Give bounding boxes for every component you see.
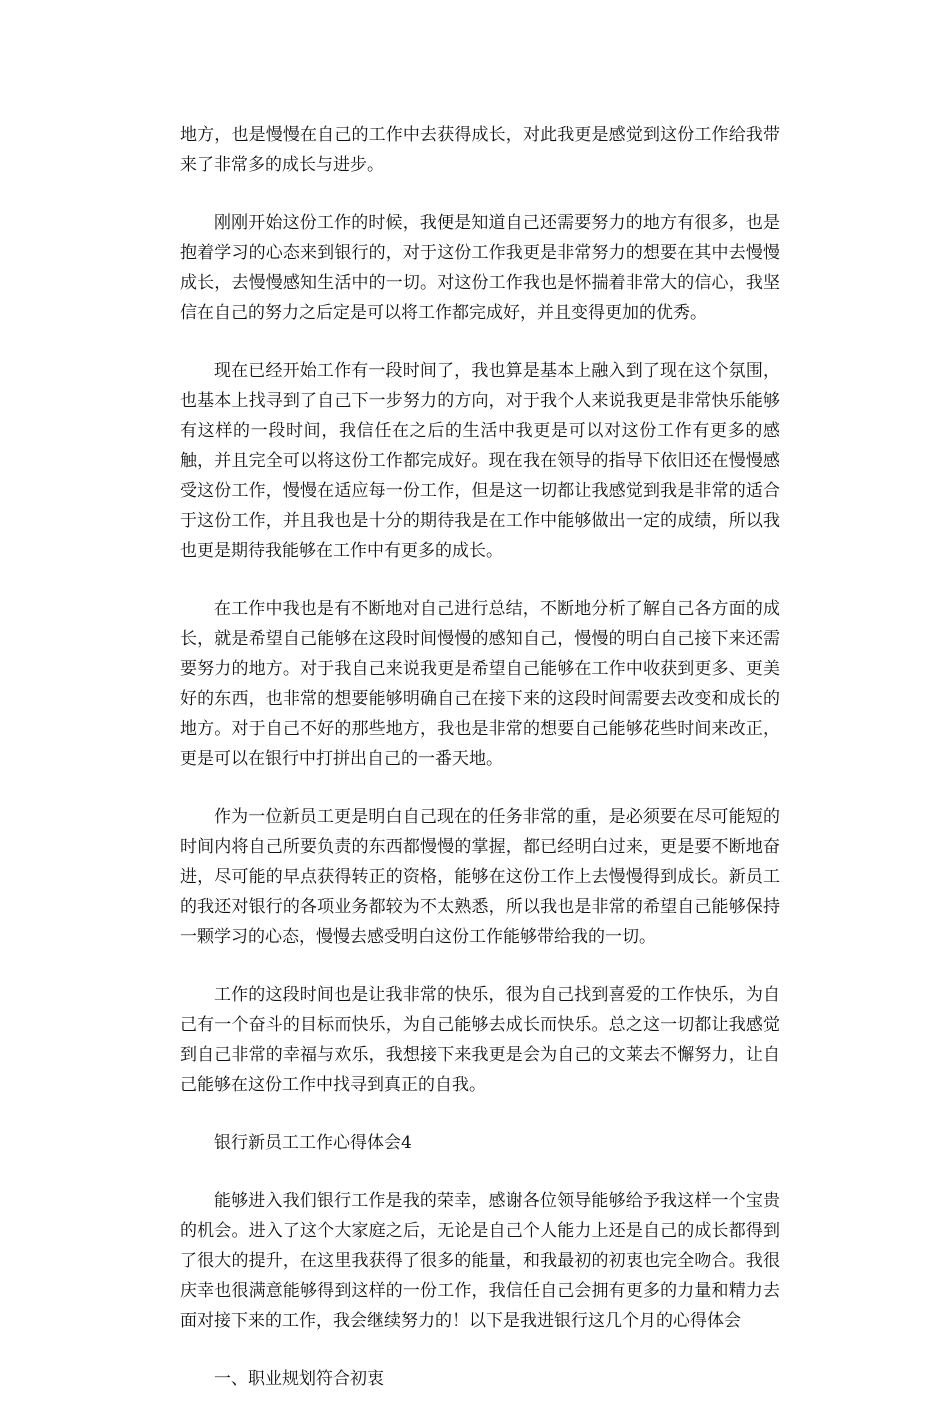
paragraph: 能够进入我们银行工作是我的荣幸，感谢各位领导能够给予我这样一个宝贵的机会。进入了这个大家庭之后，无论是自己个人能力上还是自己的成长都得到了很大的提升，在这里我获得了很多的能量，和我最初的初衷也完全吻合。我很庆幸也很满意能够得到这样的一份工作，我信任自己会拥有更多的力量和精力去面对接下来的工作，我会继续努力的！以下是我进银行这几个月的心得体会 xyxy=(180,1191,780,1331)
paragraph-continuation: 地方，也是慢慢在自己的工作中去获得成长，对此我更是感觉到这份工作给我带来了非常多的成长与进步。 xyxy=(180,125,780,175)
section-title: 银行新员工工作心得体会4 xyxy=(214,1133,412,1153)
paragraph: 刚刚开始这份工作的时候，我便是知道自己还需要努力的地方有很多，也是抱着学习的心态来到银行的，对于这份工作我更是非常努力的想要在其中去慢慢成长，去慢慢感知生活中的一切。对这份工作我也是怀揣着非常大的信心，我坚信在自己的努力之后定是可以将工作都完成好，并且变得更加的优秀。 xyxy=(180,213,780,323)
paragraph: 在工作中我也是有不断地对自己进行总结，不断地分析了解自己各方面的成长，就是希望自己能够在这段时间慢慢的感知自己，慢慢的明白自己接下来还需要努力的地方。对于我自己来说我更是希望自己能够在工作中收获到更多、更美好的东西，也非常的想要能够明确自己在接下来的这段时间需要去改变和成长的地方。对于自己不好的那些地方，我也是非常的想要自己能够花些时间来改正，更是可以在银行中打拼出自己的一番天地。 xyxy=(180,599,780,769)
paragraph: 作为一位新员工更是明白自己现在的任务非常的重，是必须要在尽可能短的时间内将自己所要负责的东西都慢慢的掌握，都已经明白过来，更是要不断地奋进，尽可能的早点获得转正的资格，能够在这份工作上去慢慢得到成长。新员工的我还对银行的各项业务都较为不太熟悉，所以我也是非常的希望自己能够保持一颗学习的心态，慢慢去感受明白这份工作能够带给我的一切。 xyxy=(180,807,780,947)
paragraph: 工作的这段时间也是让我非常的快乐，很为自己找到喜爱的工作快乐，为自己有一个奋斗的目标而快乐，为自己能够去成长而快乐。总之这一切都让我感觉到自己非常的幸福与欢乐，我想接下来我更是会为自己的文莱去不懈努力，让自己能够在这份工作中找寻到真正的自我。 xyxy=(180,985,780,1095)
document-body xyxy=(180,120,780,1422)
paragraph: 现在已经开始工作有一段时间了，我也算是基本上融入到了现在这个氛围，也基本上找寻到了自己下一步努力的方向，对于我个人来说我更是非常快乐能够有这样的一段时间，我信任在之后的生活中我更是可以对这份工作有更多的感触，并且完全可以将这份工作都完成好。现在我在领导的指导下依旧还在慢慢感受这份工作，慢慢在适应每一份工作，但是这一切都让我感觉到我是非常的适合于这份工作，并且我也是十分的期待我是在工作中能够做出一定的成绩，所以我也更是期待我能够在工作中有更多的成长。 xyxy=(180,361,780,561)
subheading: 一、职业规划符合初衷 xyxy=(214,1369,384,1389)
